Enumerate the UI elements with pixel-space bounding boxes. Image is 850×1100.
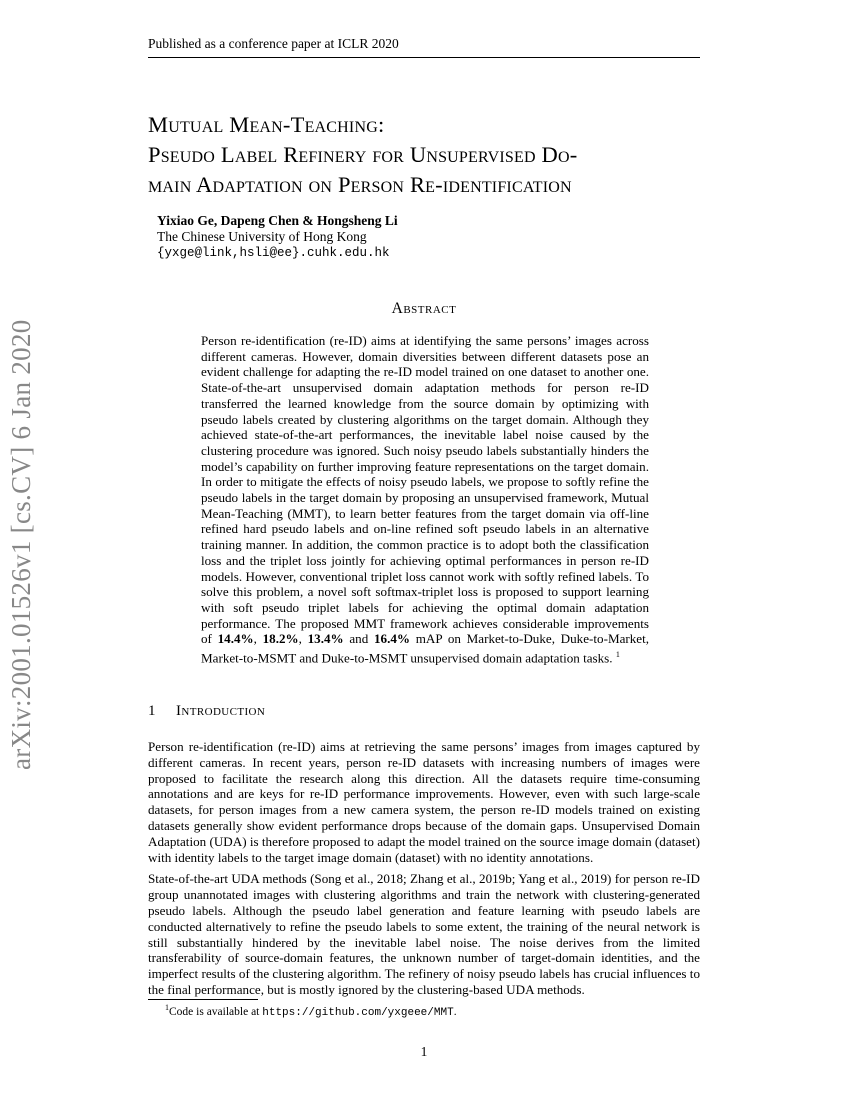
abstract-value-4: 16.4%: [373, 631, 410, 647]
title-line-3: main Adaptation on Person Re-identification: [148, 172, 572, 197]
page-number: 1: [420, 1044, 428, 1059]
abstract-value-2: 18.2%: [262, 631, 299, 647]
author-affiliation: The Chinese University of Hong Kong: [157, 229, 367, 244]
running-header: Published as a conference paper at ICLR 2020: [148, 36, 399, 51]
header-rule: [148, 57, 700, 58]
abstract-body: [201, 333, 649, 666]
paper-title: [148, 110, 708, 200]
title-line-2: Pseudo Label Refinery for Unsupervised Do-: [148, 142, 578, 167]
author-block: [157, 213, 398, 261]
footnote-marker: 1: [615, 650, 620, 660]
abstract-heading: Abstract: [391, 300, 457, 317]
footnote-rule: [148, 999, 258, 1000]
abstract-sep-1: ,: [253, 631, 263, 647]
abstract-text-2: mAP on Market-to-Duke, Duke-to-Market, Market-to-MSMT and Duke-to-MSMT unsupervised domain adaptation tasks.: [201, 631, 650, 666]
section-number: 1: [148, 703, 156, 719]
author-email: {yxge@link,hsli@ee}.cuhk.edu.hk: [157, 246, 390, 260]
footnote: [165, 1003, 457, 1019]
footnote-number: 1: [165, 1003, 169, 1012]
author-names: Yixiao Ge, Dapeng Chen & Hongsheng Li: [157, 213, 398, 228]
introduction-body: [148, 739, 700, 1004]
section-heading-introduction: [148, 703, 265, 720]
intro-paragraph-1: Person re-identification (re-ID) aims at retrieving the same persons’ images from images captured by different cameras. In recent years, person re-ID datasets with increasing numbers of images were proposed to facilitate the research along this direction. All the datasets require time-consuming annotations and are keys for re-ID performance improvements. However, even with such large-scale datasets, for person images from a new camera system, the person re-ID models trained on existing datasets generally show evident performance drops because of the domain gaps. Unsupervised Domain Adaptation (UDA) is therefore proposed to adapt the model trained on the source image domain (dataset) with identity labels to the target image domain (dataset) with no identity annotations.: [148, 739, 700, 865]
abstract-sep-3: and: [343, 631, 374, 647]
intro-paragraph-2: State-of-the-art UDA methods (Song et al., 2018; Zhang et al., 2019b; Yang et al., 2019) for person re-ID group unannotated images with clustering algorithms and train the network with clustering-generated pseudo labels. Although the pseudo label generation and feature learning with pseudo labels are conducted alternatively to refine the pseudo labels to some extent, the training of the neural network is still substantially hindered by the inevitable label noise. The noise derives from the limited transferability of source-domain features, the unknown number of target-domain identities, and the imperfect results of the clustering algorithm. The refinery of noisy pseudo labels has crucial influences to the final performance, but is mostly ignored by the clustering-based UDA methods.: [148, 871, 700, 997]
abstract-value-1: 14.4%: [217, 631, 254, 647]
arxiv-stamp: arXiv:2001.01526v1 [cs.CV] 6 Jan 2020: [6, 319, 36, 770]
abstract-paragraph: [201, 333, 649, 666]
abstract-sep-2: ,: [298, 631, 308, 647]
footnote-text: Code is available at: [169, 1005, 263, 1018]
abstract-value-3: 13.4%: [307, 631, 344, 647]
title-line-1: Mutual Mean-Teaching:: [148, 112, 385, 137]
footnote-url: https://github.com/yxgeee/MMT: [262, 1006, 454, 1019]
footnote-end: .: [453, 1005, 457, 1018]
abstract-text-1: Person re-identification (re-ID) aims at identifying the same persons’ images across different cameras. However, domain diversities between different datasets pose an evident challenge for adapting the re-ID model trained on one dataset to another one. State-of-the-art unsupervised domain adaptation methods for person re-ID transferred the learned knowledge from the source domain by optimizing with pseudo labels created by clustering algorithms on the target domain. Although they achieved state-of-the-art performances, the inevitable label noise caused by the clustering procedure was ignored. Such noisy pseudo labels substantially hinders the model’s capability on further improving feature representations on the target domain. In order to mitigate the effects of noisy pseudo labels, we propose to softly refine the pseudo labels in the target domain by proposing an unsupervised framework, Mutual Mean-Teaching (MMT), to learn better features from the target domain via off-line refined hard pseudo labels and on-line refined soft pseudo labels in an alternative training manner. In addition, the common practice is to adopt both the classification loss and the triplet loss jointly for achieving optimal performances in person re-ID models. However, conventional triplet loss cannot work with softly refined labels. To solve this problem, a novel soft softmax-triplet loss is proposed to support learning with soft pseudo triplet labels for achieving the optimal domain adaptation performance. The proposed MMT framework achieves considerable improvements of: [201, 333, 649, 647]
section-title: Introduction: [176, 703, 266, 719]
